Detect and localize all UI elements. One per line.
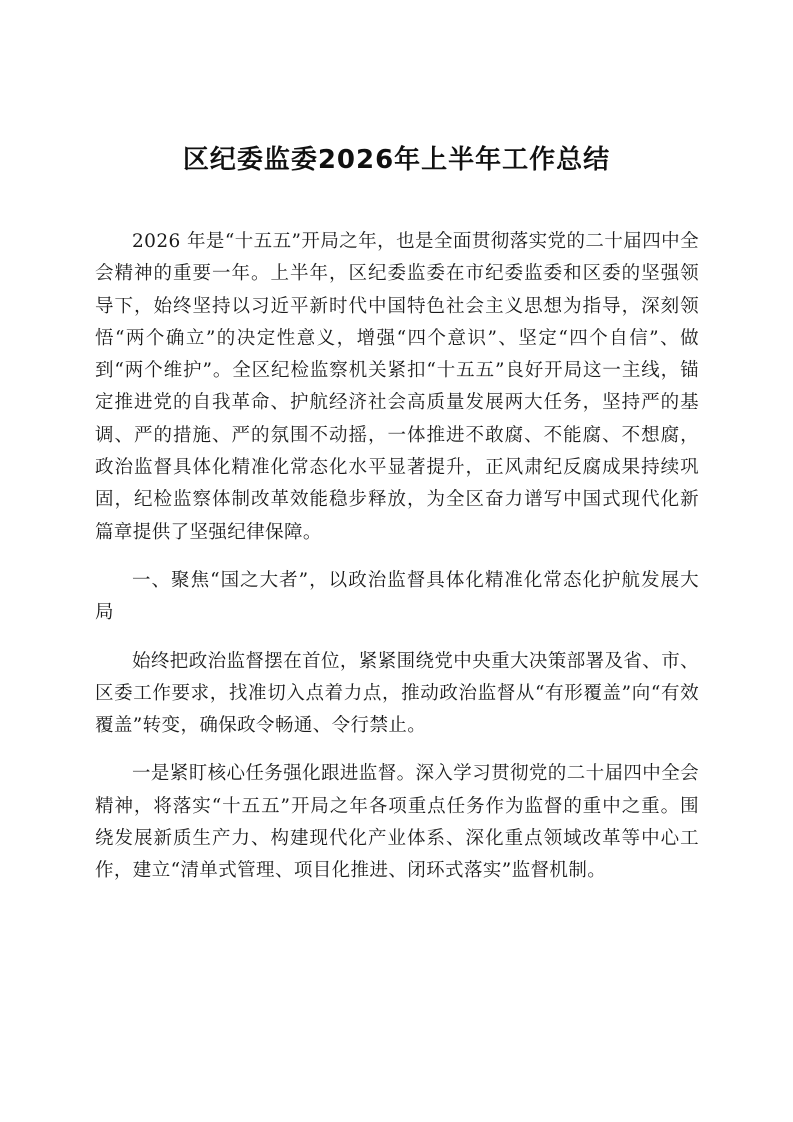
intro-paragraph: 2026 年是“十五五”开局之年，也是全面贯彻落实党的二十届四中全会精神的重要一年。上半年，区纪委监委在市纪委监委和区委的坚强领导下，始终坚持以习近平新时代中国特色社会主义思想为指导，深刻领悟“两个确立”的决定性意义，增强“四个意识”、坚定“四个自信”、做到“两个维护”。全区纪检监察机关紧扣“十五五”良好开局这一主线，锚定推进党的自我革命、护航经济社会高质量发展两大任务，坚持严的基调、严的措施、严的氛围不动摇，一体推进不敢腐、不能腐、不想腐，政治监督具体化精准化常态化水平显著提升，正风肃纪反腐成果持续巩固，纪检监察体制改革效能稳步释放，为全区奋力谱写中国式现代化新篇章提供了坚强纪律保障。 (95, 231, 699, 543)
section-1-item-1-paragraph: 一是紧盯核心任务强化跟进监督。深入学习贯彻党的二十届四中全会精神，将落实“十五五”开局之年各项重点任务作为监督的重中之重。围绕发展新质生产力、构建现代化产业体系、深化重点领域改革等中心工作，建立“清单式管理、项目化推进、闭环式落实”监督机制。 (95, 763, 700, 882)
section-heading-1: 一、聚焦“国之大者”，以政治监督具体化精准化常态化护航发展大局 (95, 569, 699, 624)
section-1-paragraph: 始终把政治监督摆在首位，紧紧围绕党中央重大决策部署及省、市、区委工作要求，找准切入点着力点，推动政治监督从“有形覆盖”向“有效覆盖”转变，确保政令畅通、令行禁止。 (95, 650, 700, 737)
document-body (95, 226, 699, 904)
document-title: 区纪委监委2026年上半年工作总结 (182, 145, 611, 175)
